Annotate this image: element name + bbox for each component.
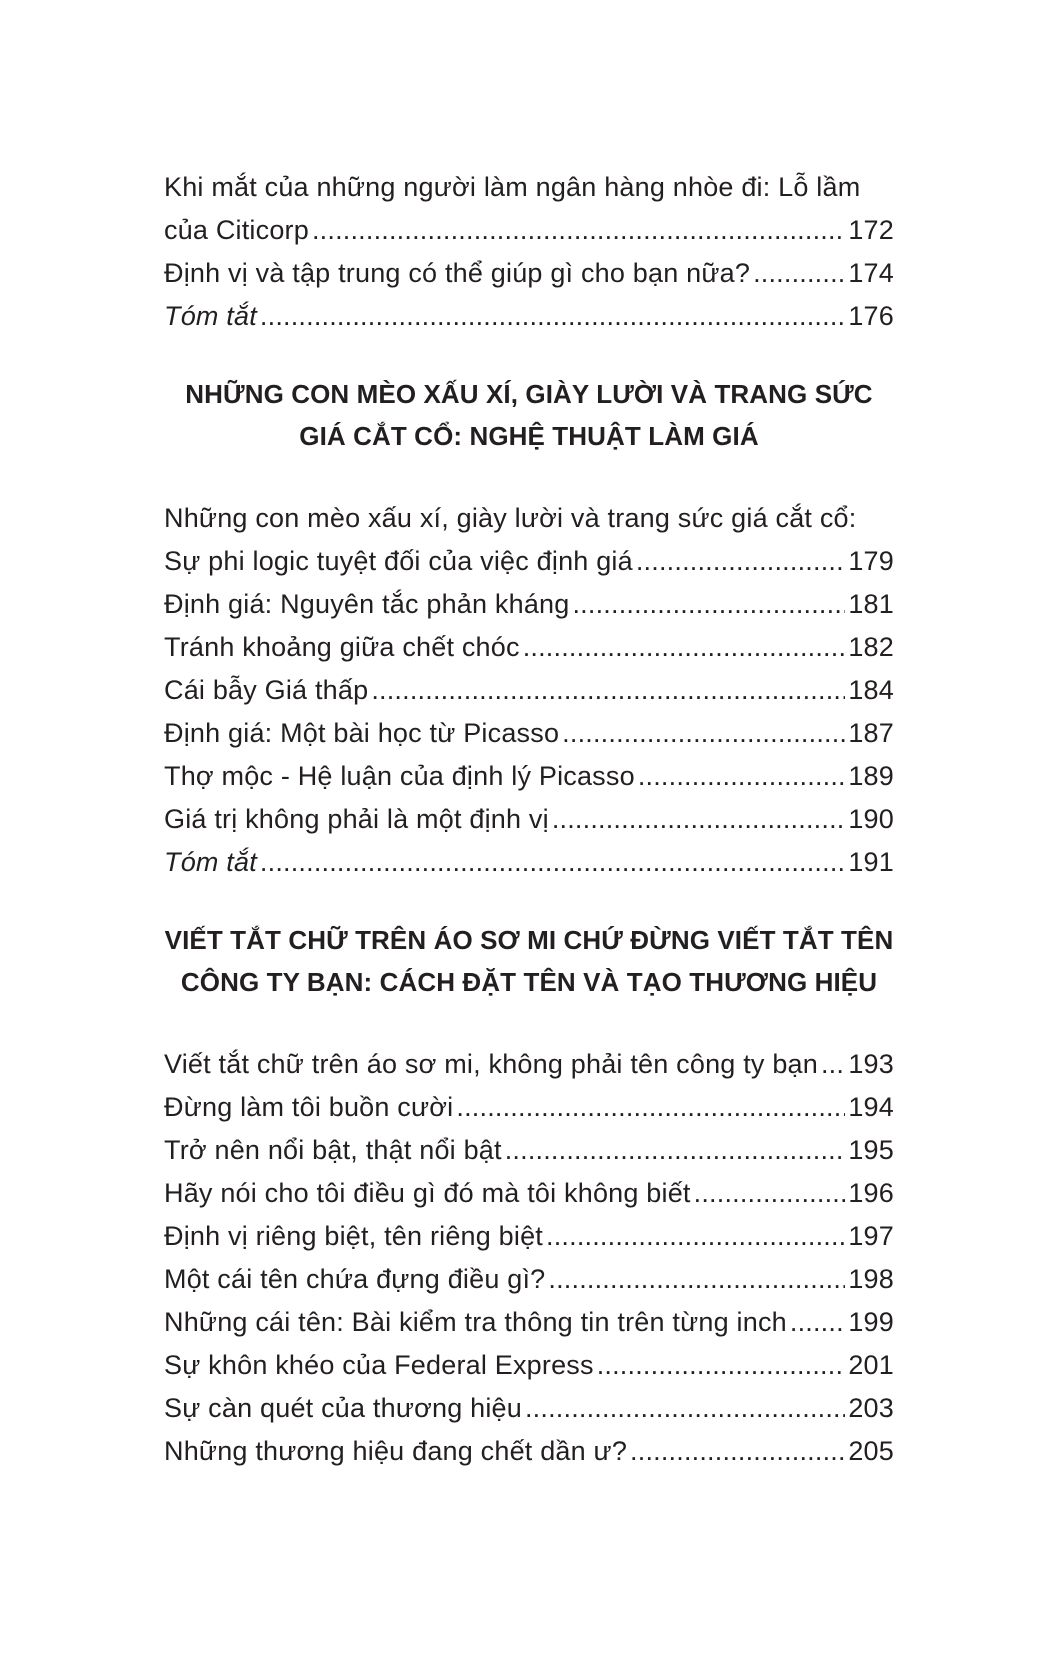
- toc-entry[interactable]: [164, 712, 894, 755]
- toc-entry[interactable]: [164, 1215, 894, 1258]
- toc-page-number: 194: [848, 1092, 894, 1122]
- toc-entry-title: Cái bẫy Giá thấp: [164, 675, 369, 705]
- toc-entry-title: Viết tắt chữ trên áo sơ mi, không phải tên công ty bạn: [164, 1049, 818, 1079]
- dot-leader: [505, 1129, 846, 1172]
- toc-entry[interactable]: [164, 1043, 894, 1086]
- dot-leader: [562, 712, 845, 755]
- chapter-title: [164, 919, 894, 1003]
- toc-page-number: 174: [848, 258, 894, 288]
- toc-entry-title: Một cái tên chứa đựng điều gì?: [164, 1264, 546, 1294]
- toc-page-number: 203: [848, 1393, 894, 1423]
- toc-page-number: 205: [848, 1436, 894, 1466]
- toc-page-number: 176: [848, 301, 894, 331]
- toc-page-number: 196: [848, 1178, 894, 1208]
- toc-entry[interactable]: [164, 1430, 894, 1473]
- toc-entry[interactable]: [164, 1258, 894, 1301]
- toc-entry-summary[interactable]: [164, 295, 894, 338]
- toc-entry-lead-line: Những con mèo xấu xí, giày lười và trang sức giá cắt cổ:: [164, 503, 857, 533]
- toc-page-number: 191: [848, 847, 894, 877]
- dot-leader: [548, 1258, 845, 1301]
- dot-leader: [456, 1086, 845, 1129]
- toc-page-number: 182: [848, 632, 894, 662]
- dot-leader: [552, 798, 846, 841]
- toc-group-citicorp: [164, 166, 894, 338]
- dot-leader: [597, 1344, 846, 1387]
- toc-entry-title: Những thương hiệu đang chết dần ư?: [164, 1436, 628, 1466]
- toc-entry[interactable]: [164, 1387, 894, 1430]
- dot-leader: [523, 626, 846, 669]
- toc-entry[interactable]: [164, 1301, 894, 1344]
- toc-entry[interactable]: [164, 209, 894, 252]
- toc-entry-title: Thợ mộc - Hệ luận của định lý Picasso: [164, 761, 635, 791]
- toc-entry-title: Trở nên nổi bật, thật nổi bật: [164, 1135, 502, 1165]
- toc-entry-title: Hãy nói cho tôi điều gì đó mà tôi không biết: [164, 1178, 691, 1208]
- toc-entry[interactable]: [164, 583, 894, 626]
- toc-page-number: 181: [848, 589, 894, 619]
- toc-entry[interactable]: [164, 1344, 894, 1387]
- toc-entry[interactable]: [164, 1172, 894, 1215]
- toc-group-pricing: [164, 373, 894, 884]
- dot-leader: [312, 209, 845, 252]
- toc-entry-title: Định vị và tập trung có thể giúp gì cho bạn nữa?: [164, 258, 751, 288]
- chapter-title: [164, 373, 894, 457]
- toc-entry-title: Tóm tắt: [164, 301, 257, 331]
- toc-entry-title: của Citicorp: [164, 215, 309, 245]
- dot-leader: [572, 583, 845, 626]
- toc-entry-lead-line: Khi mắt của những người làm ngân hàng nhòe đi: Lỗ lầm: [164, 172, 861, 202]
- chapter-title-line: NHỮNG CON MÈO XẤU XÍ, GIÀY LƯỜI VÀ TRANG SỨC: [185, 379, 873, 409]
- toc-page-number: 172: [848, 215, 894, 245]
- toc-entry-title: Sự khôn khéo của Federal Express: [164, 1350, 594, 1380]
- toc-page: [164, 166, 894, 1473]
- chapter-title-line: GIÁ CẮT CỔ: NGHỆ THUẬT LÀM GIÁ: [299, 421, 759, 451]
- toc-entry[interactable]: [164, 252, 894, 295]
- toc-entry[interactable]: [164, 1129, 894, 1172]
- dot-leader: [546, 1215, 845, 1258]
- dot-leader: [630, 1430, 845, 1473]
- toc-entry-title: Định giá: Một bài học từ Picasso: [164, 718, 560, 748]
- toc-entry-summary[interactable]: [164, 841, 894, 884]
- toc-page-number: 179: [848, 546, 894, 576]
- toc-entry[interactable]: [164, 626, 894, 669]
- toc-page-number: 193: [848, 1049, 894, 1079]
- dot-leader: [371, 669, 845, 712]
- toc-page-number: 201: [848, 1350, 894, 1380]
- dot-leader: [525, 1387, 845, 1430]
- toc-entry-title: Tránh khoảng giữa chết chóc: [164, 632, 520, 662]
- toc-entry-title: Sự càn quét của thương hiệu: [164, 1393, 522, 1423]
- toc-page-number: 198: [848, 1264, 894, 1294]
- toc-entry-title: Giá trị không phải là một định vị: [164, 804, 549, 834]
- toc-entry[interactable]: [164, 669, 894, 712]
- toc-page-number: 189: [848, 761, 894, 791]
- toc-entry[interactable]: [164, 755, 894, 798]
- toc-entry-title: Đừng làm tôi buồn cười: [164, 1092, 454, 1122]
- toc-entry-title: Sự phi logic tuyệt đối của việc định giá: [164, 546, 633, 576]
- toc-entry-title: Những cái tên: Bài kiểm tra thông tin trên từng inch: [164, 1307, 787, 1337]
- toc-page-number: 187: [848, 718, 894, 748]
- toc-page-number: 184: [848, 675, 894, 705]
- toc-entry-title: Định vị riêng biệt, tên riêng biệt: [164, 1221, 544, 1251]
- toc-entry[interactable]: [164, 1086, 894, 1129]
- dot-leader: [636, 540, 845, 583]
- toc-entry-title: Tóm tắt: [164, 847, 257, 877]
- chapter-title-line: VIẾT TẮT CHỮ TRÊN ÁO SƠ MI CHỨ ĐỪNG VIẾT TẮT TÊN: [164, 925, 894, 955]
- toc-entry[interactable]: [164, 798, 894, 841]
- dot-leader: [638, 755, 846, 798]
- toc-group-naming: [164, 919, 894, 1473]
- toc-page-number: 199: [848, 1307, 894, 1337]
- dot-leader: [790, 1301, 845, 1344]
- toc-page-number: 197: [848, 1221, 894, 1251]
- dot-leader: [260, 295, 845, 338]
- dot-leader: [694, 1172, 846, 1215]
- toc-page-number: 195: [848, 1135, 894, 1165]
- chapter-title-line: CÔNG TY BẠN: CÁCH ĐẶT TÊN VÀ TẠO THƯƠNG HIỆU: [180, 967, 878, 997]
- toc-page-number: 190: [848, 804, 894, 834]
- toc-entry-title: Định giá: Nguyên tắc phản kháng: [164, 589, 570, 619]
- dot-leader: [753, 252, 845, 295]
- toc-entry[interactable]: [164, 540, 894, 583]
- dot-leader: [260, 841, 845, 884]
- dot-leader: [821, 1043, 845, 1086]
